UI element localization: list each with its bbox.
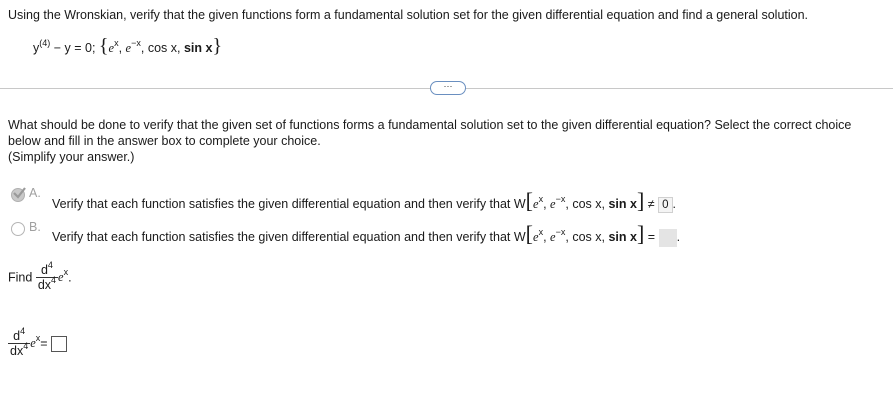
- wb-fn3: cos x,: [572, 230, 605, 244]
- part-prompt-line2: below and fill in the answer box to complete your choice.: [8, 134, 321, 148]
- ans-num-exp: 4: [20, 326, 26, 336]
- eq-rest: − y = 0;: [50, 41, 96, 55]
- derivative-answer-input[interactable]: [51, 336, 67, 352]
- option-b-text: Verify that each function satisfies the given differential equation and then verify that W: [52, 230, 526, 244]
- wa-fn3: cos x,: [572, 197, 605, 211]
- option-b-end: .: [676, 230, 681, 244]
- wa-fn2-base: e: [550, 197, 556, 211]
- set-fn1-exp: x: [114, 38, 119, 48]
- question-prompt: Using the Wronskian, verify that the given functions form a fundamental solution set for the given differential equation and find a general solution.: [8, 8, 809, 22]
- bracket-close-b: ]: [636, 221, 645, 246]
- wb-fn2-base: e: [550, 230, 556, 244]
- option-b-letter: B.: [29, 220, 41, 234]
- find-derivative-fraction: [36, 260, 58, 292]
- wa-fn2-exp: −x: [555, 194, 566, 204]
- option-b-answer-box[interactable]: [659, 229, 677, 247]
- wb-fn1-base: e: [533, 230, 539, 244]
- wa-fn1-exp: x: [538, 194, 544, 204]
- wb-fn2-exp: −x: [555, 227, 566, 237]
- bracket-close-a: ]: [636, 188, 645, 213]
- set-fn2-base: e: [125, 41, 132, 55]
- option-a-text: Verify that each function satisfies the given differential equation and then verify that W: [52, 197, 526, 211]
- bracket-open-a: [: [525, 188, 533, 213]
- find-expression: [8, 260, 72, 292]
- set-close-brace: }: [212, 35, 223, 57]
- expand-more-button[interactable]: ⋯: [430, 81, 466, 95]
- ans-equals: =: [40, 336, 48, 351]
- wb-fn1-exp: x: [538, 227, 544, 237]
- find-period: .: [68, 270, 72, 285]
- find-fn-exp: x: [63, 266, 69, 277]
- answer-line: [8, 326, 67, 358]
- set-fn3: cos x,: [147, 41, 181, 55]
- ans-fn-base: e: [30, 336, 36, 350]
- option-a-end: .: [672, 197, 677, 211]
- wa-fn4: sin x: [608, 197, 637, 211]
- wa-comma-1: ,: [543, 197, 547, 211]
- option-b-text-row[interactable]: [52, 221, 680, 247]
- wb-comma-1: ,: [543, 230, 547, 244]
- wb-fn4: sin x: [608, 230, 637, 244]
- option-a-answer[interactable]: 0: [658, 197, 672, 213]
- find-den-exp: 4: [51, 275, 57, 285]
- set-comma-1: ,: [118, 41, 123, 55]
- eq-y: y: [33, 41, 40, 55]
- ans-den-exp: 4: [23, 341, 29, 351]
- find-num-exp: 4: [47, 260, 53, 270]
- option-a-letter: A.: [29, 186, 41, 200]
- find-label: Find: [8, 270, 33, 285]
- wa-comma-2: ,: [565, 197, 569, 211]
- set-comma-2: ,: [140, 41, 145, 55]
- option-b-radio[interactable]: [11, 222, 25, 236]
- part-prompt: [8, 117, 851, 165]
- ans-fn-exp: x: [35, 332, 41, 343]
- part-prompt-line1: What should be done to verify that the given set of functions forms a fundamental solution set to the given differential equation? Select the correct choice: [8, 118, 852, 132]
- wa-fn1-base: e: [533, 197, 539, 211]
- checkmark-icon: [12, 186, 26, 200]
- set-fn4: sin x: [183, 41, 213, 55]
- set-open-brace: {: [98, 35, 109, 57]
- set-fn2-exp: −x: [131, 38, 141, 48]
- bracket-open-b: [: [525, 221, 533, 246]
- option-a-relation: ≠: [647, 197, 655, 211]
- option-a-text-row[interactable]: [52, 188, 676, 214]
- simplify-note: (Simplify your answer.): [8, 150, 135, 164]
- find-fn-base: e: [58, 270, 64, 284]
- answer-derivative-fraction: [8, 326, 30, 358]
- ans-den-dx: dx: [10, 344, 24, 358]
- option-b-relation: =: [647, 230, 656, 244]
- differential-equation: [33, 35, 222, 58]
- ans-num-d: d: [13, 329, 21, 343]
- eq-order: (4): [39, 38, 51, 48]
- wb-comma-2: ,: [565, 230, 569, 244]
- find-den-dx: dx: [37, 278, 52, 292]
- set-fn1-base: e: [108, 41, 115, 55]
- find-num-d: d: [40, 263, 48, 277]
